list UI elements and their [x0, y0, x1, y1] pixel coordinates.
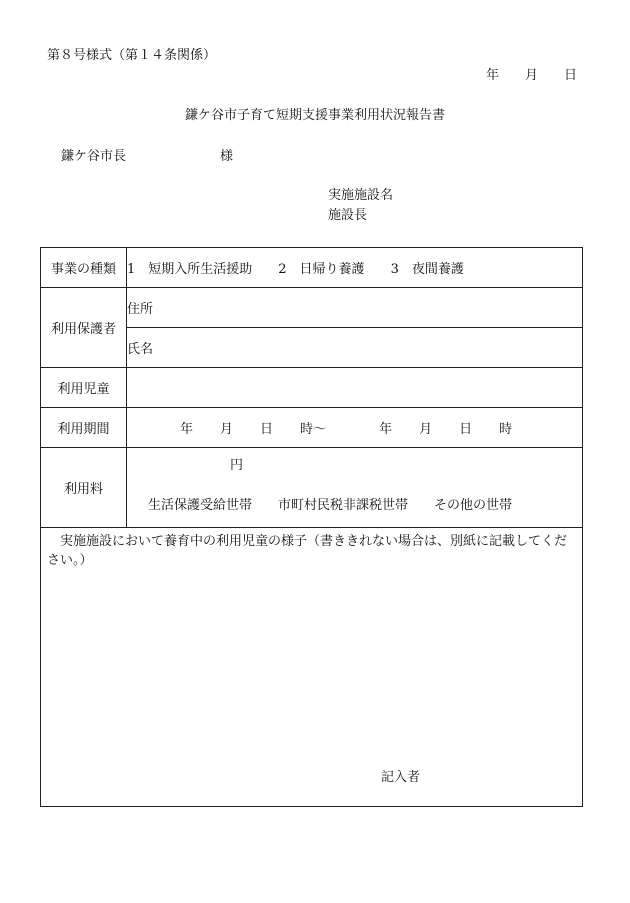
period-from-month: 月	[220, 422, 234, 437]
service-type-option-3: 3 夜間養護	[390, 262, 464, 277]
fee-type-tax-exempt: 市町村民税非課税世帯	[278, 498, 409, 513]
period-to-year: 年	[379, 422, 393, 437]
period-row	[41, 408, 583, 448]
period-from-year: 年	[180, 422, 194, 437]
fee-yen-label: 円	[230, 458, 244, 473]
notes-row	[41, 528, 583, 807]
period-from-hour: 時～	[300, 422, 327, 437]
date-day: 日	[564, 68, 578, 83]
date-year: 年	[486, 68, 500, 83]
period-field[interactable]	[127, 408, 583, 448]
service-type-option-2: 2 日帰り養護	[278, 262, 365, 277]
period-to-day: 日	[459, 422, 473, 437]
notes-field[interactable]	[41, 528, 583, 807]
period-to-hour: 時	[499, 422, 513, 437]
period-to-month: 月	[419, 422, 433, 437]
service-type-row	[41, 248, 583, 288]
facility-head-label: 施設長	[328, 208, 368, 223]
period-label: 利用期間	[41, 408, 127, 448]
fee-type-welfare: 生活保護受給世帯	[148, 498, 253, 513]
writer-label: 記入者	[381, 770, 421, 785]
form-number: 第８号様式（第１４条関係）	[47, 48, 217, 63]
fee-row	[41, 448, 583, 528]
service-type-option-1: 1 短期入所生活援助	[127, 262, 253, 277]
guardian-name-field[interactable]: 氏名	[127, 328, 583, 368]
date-line	[486, 68, 577, 84]
fee-field[interactable]	[127, 448, 583, 528]
addressee-honorific: 様	[220, 149, 234, 164]
guardian-label: 利用保護者	[41, 288, 127, 368]
document-title: 鎌ケ谷市子育て短期支援事業利用状況報告書	[184, 108, 445, 123]
fee-label: 利用料	[41, 448, 127, 528]
fee-household-types	[148, 498, 512, 514]
date-month: 月	[525, 68, 539, 83]
child-label: 利用児童	[41, 368, 127, 408]
period-from-day: 日	[260, 422, 274, 437]
fee-type-other: その他の世帯	[434, 498, 513, 513]
service-type-label: 事業の種類	[41, 248, 127, 288]
facility-name-label: 実施施設名	[328, 188, 394, 203]
notes-instruction: 実施施設において養育中の利用児童の様子（書ききれない場合は、別紙に記載してください。）	[47, 534, 568, 568]
addressee-mayor: 鎌ケ谷市長	[61, 149, 127, 164]
child-row	[41, 368, 583, 408]
report-table	[40, 247, 583, 807]
guardian-address-row	[41, 288, 583, 328]
child-field[interactable]	[127, 368, 583, 408]
service-type-options	[127, 248, 583, 288]
guardian-address-field[interactable]: 住所	[127, 288, 583, 328]
